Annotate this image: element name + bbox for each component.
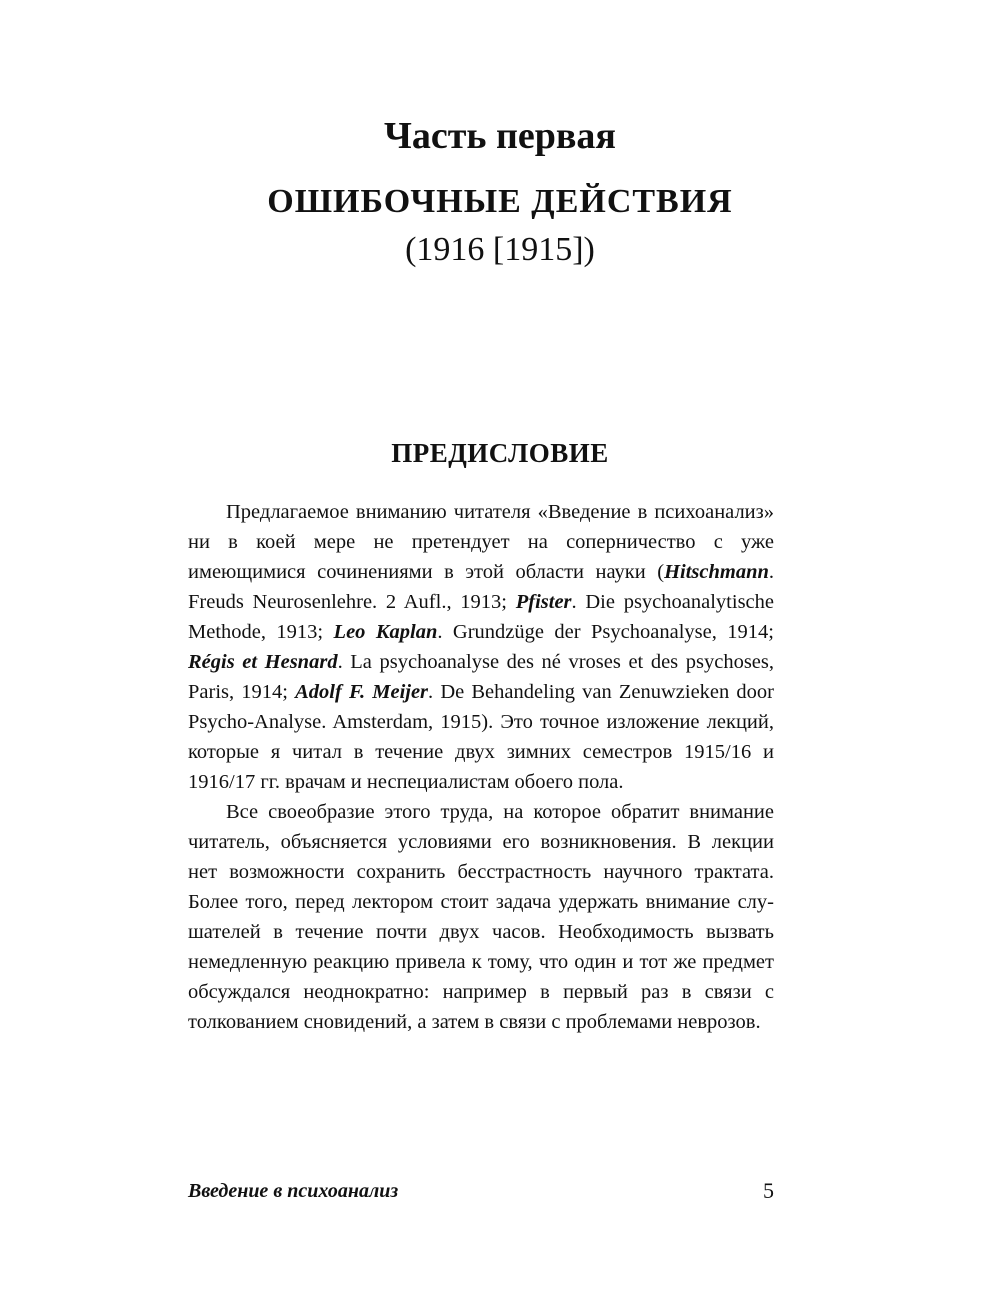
page-number: 5 (763, 1178, 774, 1203)
paragraph-text: . Grundzüge der Psychoanalyse, 1914; (437, 621, 774, 643)
author-name: Pfister (515, 591, 572, 613)
preface-body (188, 497, 774, 1037)
preface-heading: ПРЕДИСЛОВИЕ (391, 438, 609, 468)
author-name: Leo Kaplan (333, 621, 438, 643)
running-footer-title: Введение в психоанализ (188, 1180, 399, 1202)
preface-paragraph-2: Все своеобразие этого труда, на которое обратит внимание читатель, объясняется условиями его возникновения. В лекции нет возможности сохранить бесстрастность научного трактата. Более того, перед лектором стоит задача удержать внимание слушателей в течение почти двух часов. Необходимость вызвать немедленную реакцию привела к тому, что один и тот же предмет обсуждался неоднократно: например в первый раз в связи с толкованием сновидений, а затем в связи с проблемами неврозов. (188, 801, 774, 1033)
paragraph-text: . Freuds Neurosenlehre. 2 Aufl., 1913; (188, 561, 774, 613)
paragraph-text: . La psychoanalyse des né vroses et des psychoses, Paris, 1914; (188, 651, 774, 703)
paragraph-text: Предлагаемое вниманию читателя «Введение в психоанализ» ни в коей мере не претендует на соперничество с уже имеющимися сочинениями в этой области науки ( (188, 501, 774, 583)
paragraph-text: . De Behandeling van Zenuwzieken door Psycho-Analyse. Amsterdam, 1915). Это точное изложение лекций, которые я читал в течение двух зимних семестров 1915/16 и 1916/17 гг. врачам и неспециалистам обоего пола. (188, 681, 774, 793)
author-name: Régis et Hesnard (188, 651, 338, 673)
paragraph-text: . Die psychoanalytische Methode, 1913; (188, 591, 774, 643)
section-title: ОШИБОЧНЫЕ ДЕЙСТВИЯ (267, 183, 733, 220)
preface-paragraph-1 (188, 497, 774, 797)
author-name: Adolf F. Meijer (295, 681, 429, 703)
page-footer (188, 1176, 774, 1208)
section-years: (1916 [1915]) (405, 231, 595, 268)
author-name: Hitschmann (664, 561, 769, 583)
part-title: Часть первая (384, 115, 616, 157)
